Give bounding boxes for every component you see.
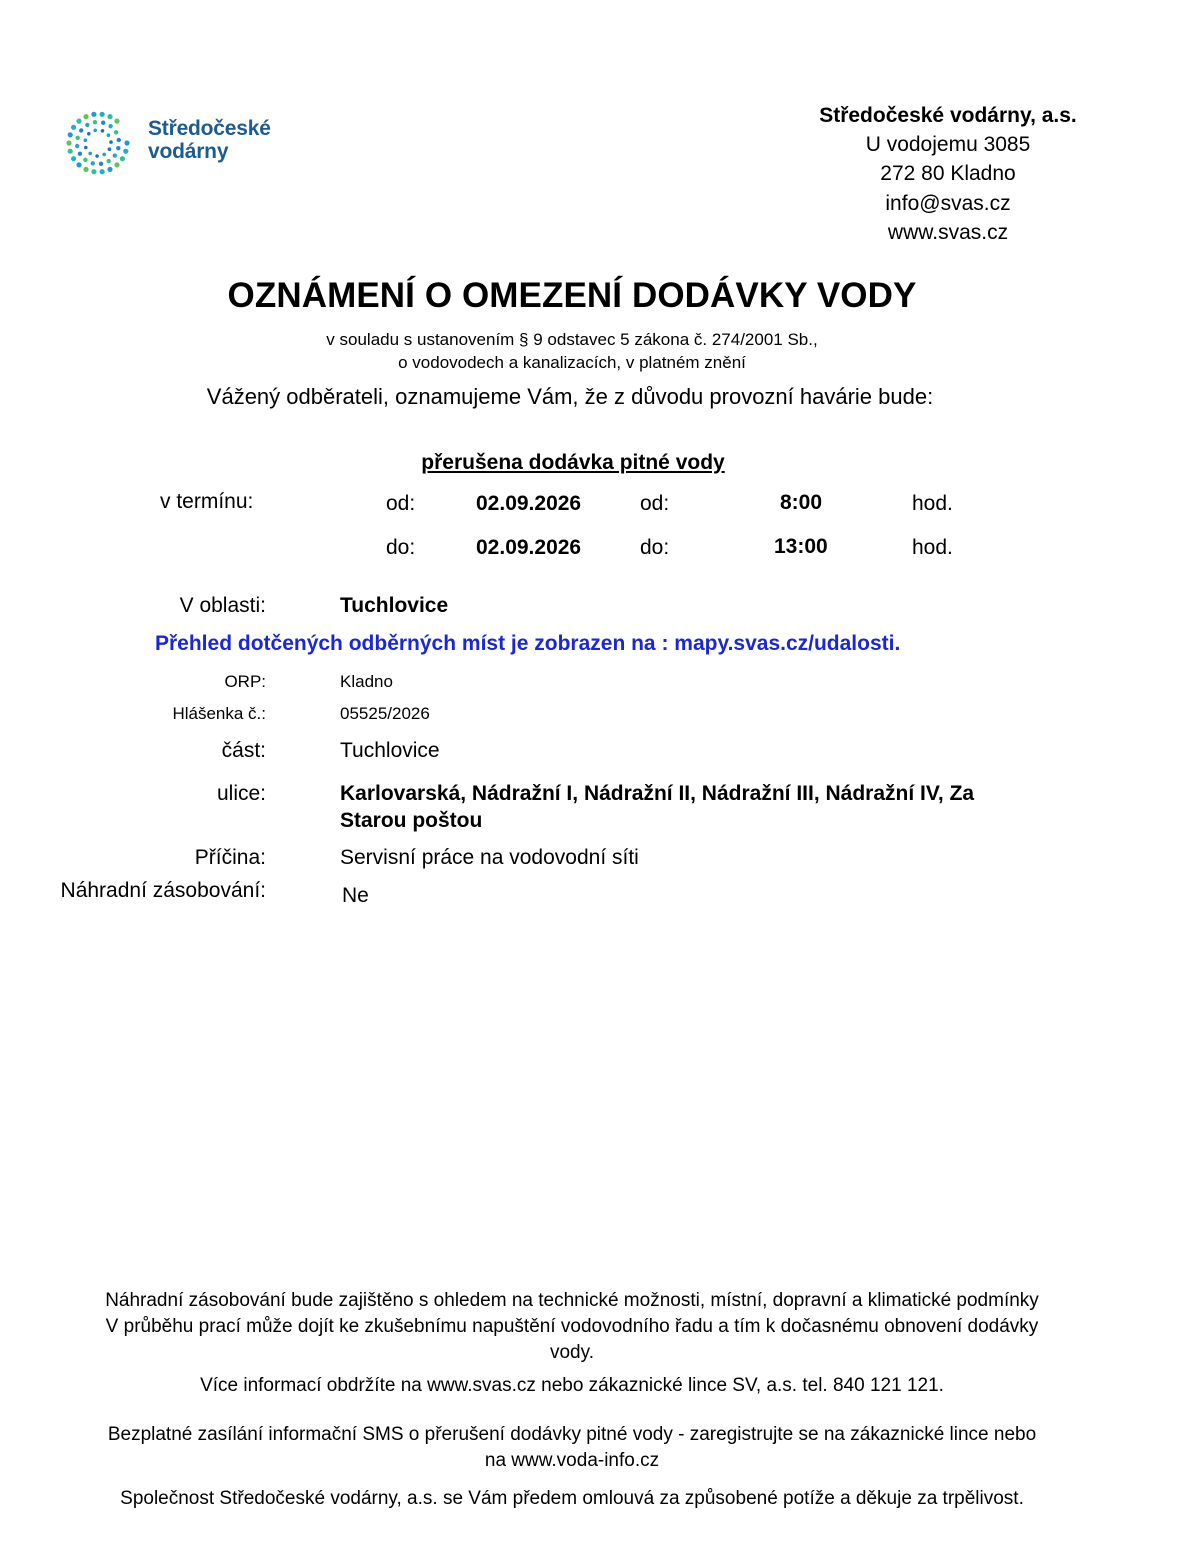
logo-dots-icon — [66, 108, 142, 178]
term-from-label: od: — [386, 492, 416, 515]
orp-label: ORP: — [224, 672, 266, 691]
logo-dot — [84, 146, 88, 150]
streets-value-line2: Starou poštou — [340, 809, 483, 832]
streets-value-line1: Karlovarská, Nádražní I, Nádražní II, Nádražní III, Nádražní IV, Za — [340, 782, 975, 805]
term-to-date: 02.09.2026 — [476, 536, 582, 559]
footer-line-2: V průběhu prací může dojít ke zkušebnímu napuštění vodovodního řadu a tím k dočasnému obnovení dodávky — [105, 1316, 1039, 1337]
logo-dot — [113, 153, 117, 157]
logo-dot — [102, 153, 106, 157]
logo-dot — [116, 146, 120, 150]
logo-dot — [76, 162, 81, 167]
logo-dot — [83, 167, 88, 172]
logo-dot — [76, 136, 80, 140]
affected-places-note[interactable]: Přehled dotčených odběrných míst je zobrazen na : mapy.svas.cz/udalosti. — [155, 632, 901, 655]
logo-dot — [114, 162, 119, 167]
company-city: 272 80 Kladno — [880, 162, 1016, 185]
logo-dot — [78, 152, 82, 156]
logo-dot — [83, 158, 87, 162]
logo-dot — [100, 112, 105, 117]
logo-dot — [117, 138, 121, 142]
area-label: V oblasti: — [179, 594, 266, 617]
term-to-time-label: do: — [640, 536, 670, 559]
logo-dot — [120, 156, 125, 161]
company-web[interactable]: www.svas.cz — [887, 221, 1009, 244]
logo-dot — [95, 154, 99, 158]
company-email[interactable]: info@svas.cz — [885, 192, 1011, 215]
term-label: v termínu: — [160, 490, 254, 513]
greeting-text: Vážený odběrateli, oznamujeme Vám, že z důvodu provozní havárie bude: — [206, 384, 934, 409]
logo-dot — [68, 149, 73, 154]
logo-dot — [101, 121, 105, 125]
legal-subtitle-line1: v souladu s ustanovením § 9 odstavec 5 zákona č. 274/2001 Sb., — [326, 330, 818, 349]
area-value: Tuchlovice — [340, 594, 449, 617]
company-logo — [66, 108, 286, 180]
logo-dot — [66, 140, 71, 145]
logo-dot — [83, 114, 88, 119]
term-to-unit: hod. — [912, 536, 953, 559]
footer-line-6: na www.voda-info.cz — [484, 1450, 660, 1471]
report-number-label: Hlášenka č.: — [172, 704, 266, 723]
footer-line-4: Více informací obdržíte na www.svas.cz nebo zákaznické lince SV, a.s. tel. 840 121 121. — [200, 1375, 944, 1396]
logo-dot — [107, 167, 112, 172]
term-from-time: 8:00 — [780, 491, 823, 514]
part-value: Tuchlovice — [340, 739, 440, 762]
logo-dot — [71, 156, 76, 161]
logo-dot — [75, 144, 79, 148]
cause-label: Příčina: — [194, 846, 266, 869]
logo-text-line2: vodárny — [148, 140, 229, 163]
logo-dot — [100, 169, 105, 174]
logo-dot — [107, 114, 112, 119]
page-title: OZNÁMENÍ O OMEZENÍ DODÁVKY VODY — [227, 276, 917, 315]
logo-dot — [114, 119, 119, 124]
footer-line-5: Bezplatné zasílání informační SMS o přerušení dodávky pitné vody - zaregistrujte se na zákaznické lince nebo — [107, 1424, 1037, 1445]
logo-dot — [79, 128, 83, 132]
logo-dot — [108, 147, 112, 151]
logo-dot — [124, 140, 129, 145]
report-number-value: 05525/2026 — [340, 704, 430, 723]
logo-dot — [85, 123, 89, 127]
logo-dot — [93, 120, 97, 124]
logo-dot — [107, 159, 111, 163]
logo-dot — [91, 169, 96, 174]
logo-text-line1: Středočeské — [148, 117, 271, 140]
term-to-time: 13:00 — [774, 535, 828, 558]
replacement-supply-value: Ne — [342, 884, 369, 907]
footer-line-1: Náhradní zásobování bude zajištěno s ohledem na technické možnosti, místní, dopravní a klimatické podmínky — [105, 1290, 1039, 1311]
logo-dot — [93, 129, 97, 133]
legal-subtitle-line2: o vodovodech a kanalizacích, v platném znění — [398, 353, 746, 372]
cause-value: Servisní práce na vodovodní síti — [340, 846, 639, 869]
logo-dot — [109, 140, 113, 144]
logo-dot — [107, 133, 111, 137]
replacement-supply-label: Náhradní zásobování: — [60, 879, 266, 902]
logo-dot — [108, 124, 112, 128]
footer-line-7: Společnost Středočeské vodárny, a.s. se Vám předem omlouvá za způsobené potíže a děkuje za trpělivost. — [120, 1488, 1024, 1509]
logo-dot — [71, 125, 76, 130]
term-from-date: 02.09.2026 — [476, 492, 582, 515]
company-name: Středočeské vodárny, a.s. — [819, 104, 1077, 127]
logo-dot — [87, 132, 91, 136]
logo-dot — [68, 132, 73, 137]
term-from-unit: hod. — [912, 492, 953, 515]
orp-value: Kladno — [340, 672, 393, 691]
company-street: U vodojemu 3085 — [865, 133, 1031, 156]
logo-dot — [84, 138, 88, 142]
logo-dot — [114, 130, 118, 134]
logo-dot — [76, 119, 81, 124]
streets-label: ulice: — [216, 782, 266, 805]
term-from-time-label: od: — [640, 492, 670, 515]
logo-dot — [91, 161, 95, 165]
part-label: část: — [221, 739, 266, 762]
footer-line-3: vody. — [549, 1342, 594, 1363]
logo-dot — [123, 149, 128, 154]
logo-dot — [101, 129, 105, 133]
logo-dot — [91, 112, 96, 117]
logo-dot — [88, 152, 92, 156]
interruption-heading: přerušena dodávka pitné vody — [421, 451, 725, 474]
term-to-label: do: — [386, 536, 416, 559]
logo-dot — [99, 162, 103, 166]
